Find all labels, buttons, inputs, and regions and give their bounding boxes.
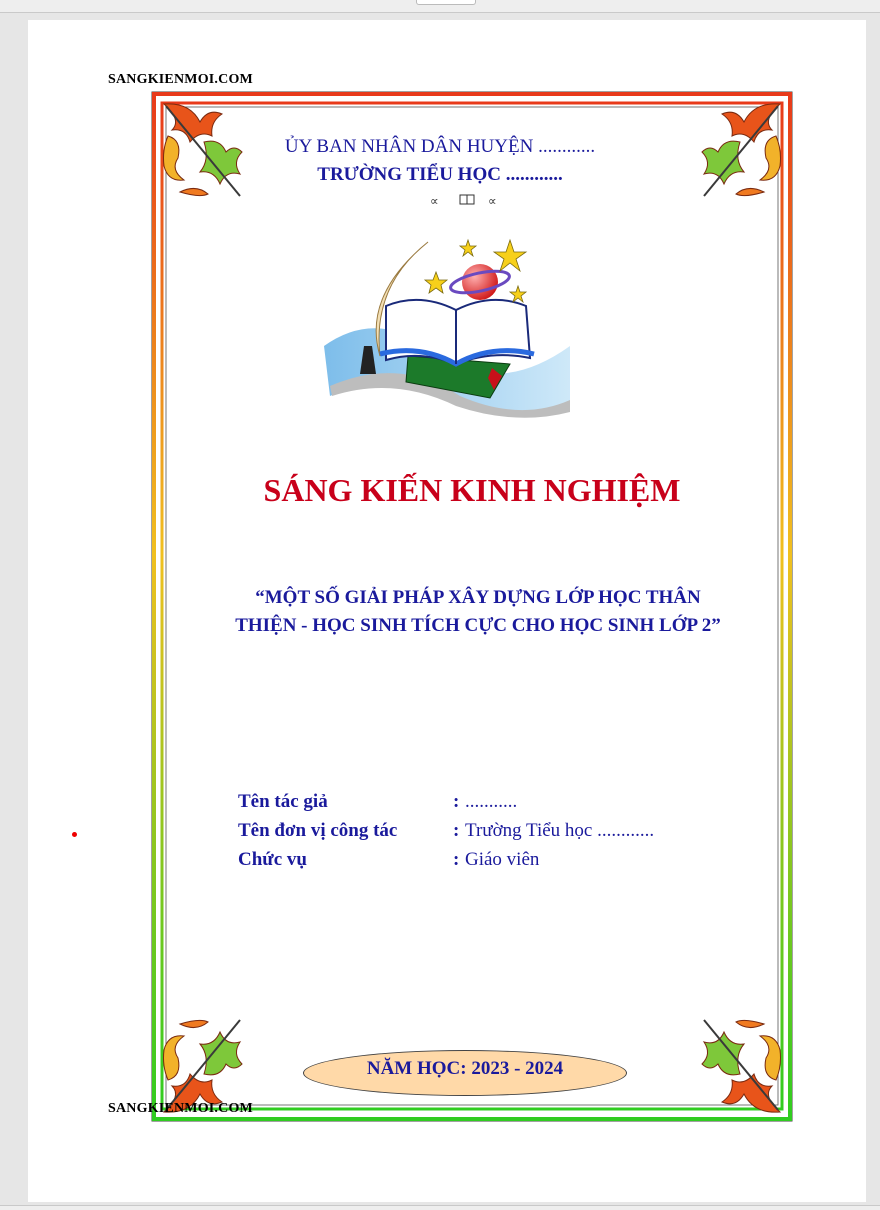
school-name: TRƯỜNG TIỂU HỌC ............ xyxy=(317,164,563,185)
info-value: ........... xyxy=(465,791,518,812)
red-marker-dot xyxy=(72,832,77,837)
watermark-bottom: SANGKIENMOI.COM xyxy=(108,1101,253,1116)
topic-line-1: “MỘT SỐ GIẢI PHÁP XÂY DỰNG LỚP HỌC THÂN xyxy=(255,587,701,608)
info-colon: : xyxy=(453,820,460,841)
info-label: Chức vụ xyxy=(238,849,307,870)
info-colon: : xyxy=(453,791,460,812)
info-value: Giáo viên xyxy=(465,849,540,870)
corner-ornament-bottom-right xyxy=(700,1016,784,1116)
document-type-title: SÁNG KIẾN KINH NGHIỆM xyxy=(263,472,681,508)
info-label: Tên đơn vị công tác xyxy=(238,820,398,841)
open-book-illustration xyxy=(320,236,576,420)
info-colon: : xyxy=(453,849,460,870)
authority-name: ỦY BAN NHÂN DÂN HUYỆN ............ xyxy=(284,136,596,157)
ornament-divider-icon xyxy=(428,192,508,208)
topic-line-2: THIỆN - HỌC SINH TÍCH CỰC CHO HỌC SINH LỚP 2” xyxy=(235,615,721,636)
svg-text:∝: ∝ xyxy=(488,194,497,208)
topic-title xyxy=(218,584,738,640)
info-label: Tên tác giả xyxy=(238,791,328,812)
school-year-text: NĂM HỌC: 2023 - 2024 xyxy=(366,1058,564,1079)
info-value: Trường Tiểu học ............ xyxy=(465,820,655,841)
viewer-bottom-bar xyxy=(0,1205,880,1210)
watermark-top: SANGKIENMOI.COM xyxy=(108,72,253,87)
svg-text:∝: ∝ xyxy=(430,194,439,208)
